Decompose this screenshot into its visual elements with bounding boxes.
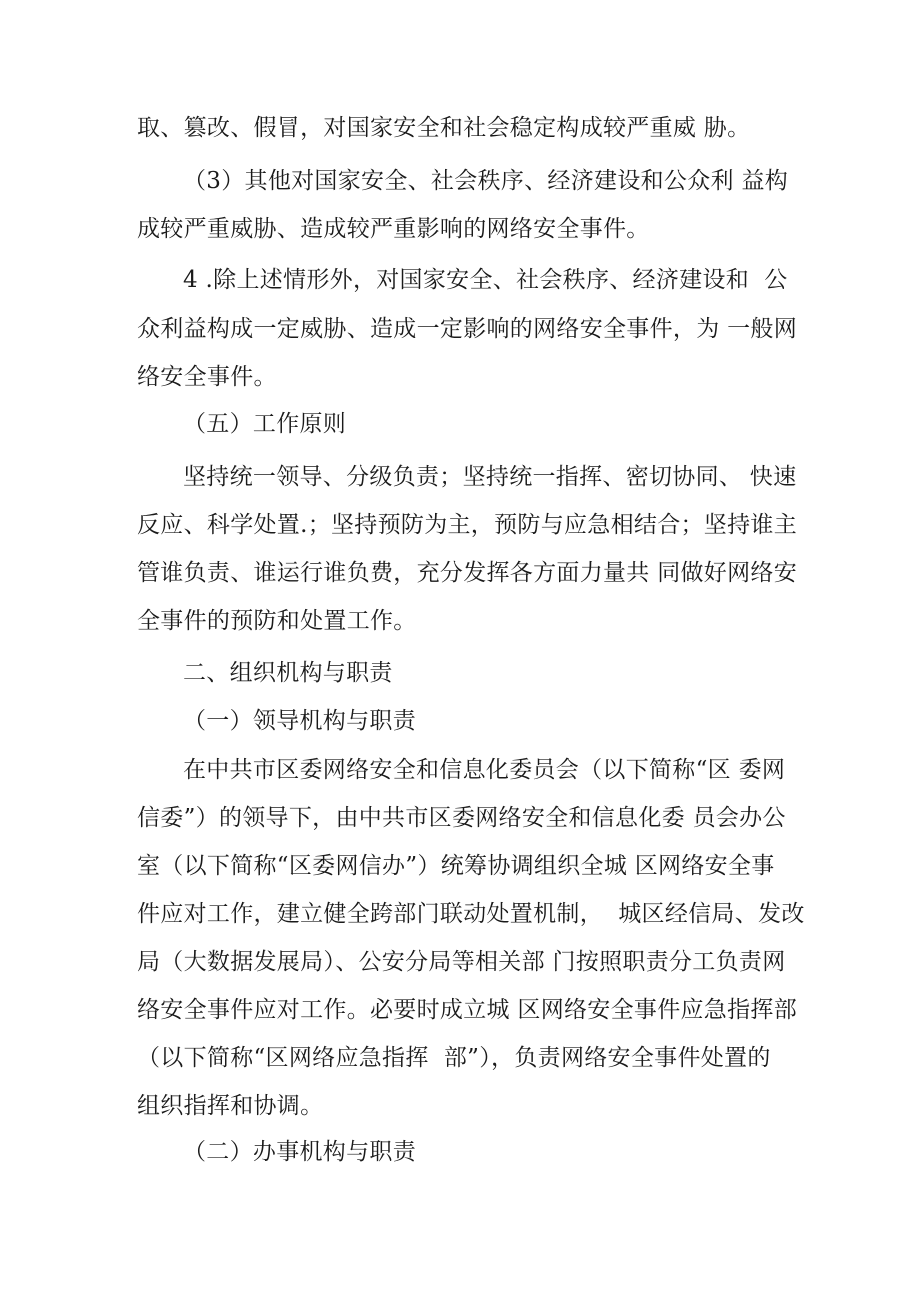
text-line-15: 信委”）的领导下，由中共市区委网络安全和信息化委 员会办公 (137, 805, 786, 831)
text-line-20: （以下简称“区网络应急指挥 部”），负责网络安全事件处置的 (137, 1045, 771, 1071)
text-line-2: （3）其他对国家安全、社会秩序、经济建设和公众利 益构 (183, 168, 789, 194)
section-heading-1: （一）领导机构与职责 (183, 708, 416, 734)
text-line-16: 室（以下简称“区委网信办”）统筹协调组织全城 区网络安全事 (137, 853, 775, 879)
text-line-14: 在中共市区委网络安全和信息化委员会（以下简称“区 委网 (183, 757, 786, 783)
text-line-4: 4 .除上述情形外，对国家安全、社会秩序、经济建设和 公 (183, 267, 788, 293)
chapter-heading-2: 二、组织机构与职责 (183, 660, 393, 686)
text-line-6: 络安全事件。 (137, 364, 277, 390)
text-line-17: 件应对工作，建立健全跨部门联动处置机制， 城区经信局、发改 (137, 901, 805, 927)
text-line-19: 络安全事件应对工作。必要时成立城 区网络安全事件应急指挥部 (137, 997, 798, 1023)
text-line-5: 众利益构成一定威胁、造成一定影响的网络安全事件，为 一般网 (137, 316, 798, 342)
section-heading-5: （五）工作原则 (183, 411, 347, 437)
text-line-9: 反应、科学处置.；坚持预防为主，预防与应急相结合；坚持谁主 (137, 512, 798, 538)
text-line-21: 组织指挥和协调。 (137, 1093, 324, 1119)
text-line-3: 成较严重威胁、造成较严重影响的网络安全事件。 (137, 216, 650, 242)
text-line-11: 全事件的预防和处置工作。 (137, 608, 417, 634)
text-line-18: 局（大数据发展局）、公安分局等相关部 门按照职责分工负责网 (137, 949, 786, 975)
text-line-8: 坚持统一领导、分级负责；坚持统一指挥、密切协同、 快速 (183, 464, 797, 490)
section-heading-2: （二）办事机构与职责 (183, 1139, 416, 1165)
text-line-1: 取、篡改、假冒，对国家安全和社会稳定构成较严重威 胁。 (137, 115, 751, 141)
text-line-10: 管谁负责、谁运行谁负费，充分发挥各方面力量共 同做好网络安 (137, 560, 798, 586)
